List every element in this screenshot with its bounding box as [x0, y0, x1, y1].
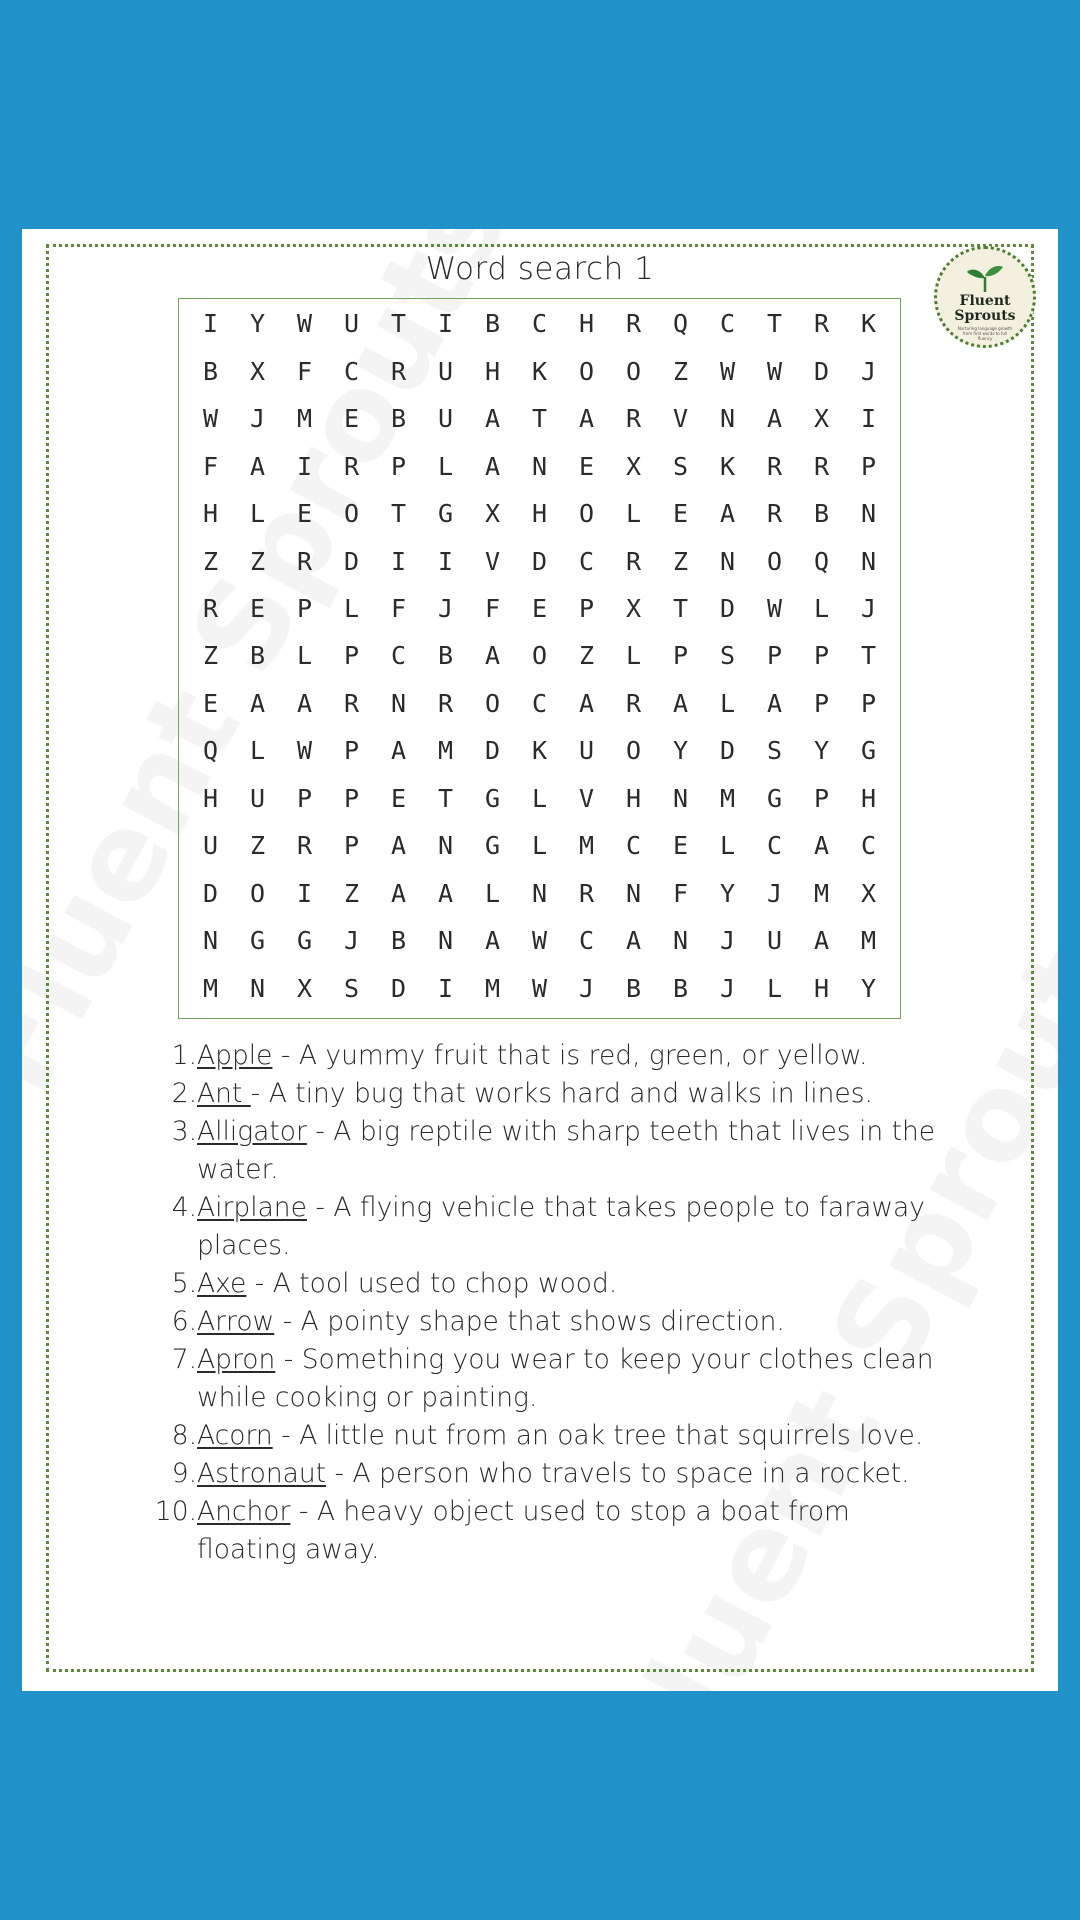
grid-letter: J [578, 973, 595, 1003]
clue-number: 7. [171, 1344, 197, 1375]
grid-letter: C [625, 831, 642, 861]
grid-letter: X [813, 404, 830, 434]
clue-definition: Something you wear to keep your clothes clean while cooking or painting. [197, 1344, 934, 1413]
grid-letter: O [249, 878, 266, 908]
grid-letter: Y [249, 309, 266, 339]
clue-list [22, 1037, 1058, 1569]
grid-letter: R [625, 309, 642, 339]
grid-letter: P [296, 594, 313, 624]
grid-letter: P [766, 641, 783, 671]
grid-letter: K [860, 309, 877, 339]
clue-item [22, 1455, 942, 1493]
fluent-sprouts-logo [934, 246, 1036, 348]
grid-letter: D [719, 736, 736, 766]
grid-letter: R [296, 831, 313, 861]
grid-letter: Z [672, 356, 689, 386]
clue-item [22, 1113, 942, 1189]
grid-letter: N [249, 973, 266, 1003]
clue-word: Anchor [197, 1496, 291, 1527]
grid-letter: I [202, 309, 219, 339]
clue-separator: - [306, 1192, 334, 1223]
grid-letter: S [672, 451, 689, 481]
grid-letter: O [578, 499, 595, 529]
grid-letter: M [578, 831, 595, 861]
grid-letter: U [437, 356, 454, 386]
grid-letter: A [484, 451, 501, 481]
grid-letter: F [484, 594, 501, 624]
grid-letter: A [296, 688, 313, 718]
grid-letter: N [860, 546, 877, 576]
grid-letter: I [437, 973, 454, 1003]
grid-letter: E [578, 451, 595, 481]
grid-letter: N [860, 499, 877, 529]
grid-letter: P [813, 688, 830, 718]
grid-letter: N [625, 878, 642, 908]
grid-letter: L [766, 973, 783, 1003]
grid-letter: Z [343, 878, 360, 908]
grid-letter: R [625, 404, 642, 434]
grid-letter: N [437, 831, 454, 861]
grid-letter: T [390, 499, 407, 529]
grid-letter: R [202, 594, 219, 624]
grid-letter: A [390, 831, 407, 861]
grid-letter: X [296, 973, 313, 1003]
sprout-icon [965, 263, 1005, 293]
clue-separator: - [275, 1344, 302, 1375]
grid-letter: N [390, 688, 407, 718]
grid-letter: W [296, 309, 313, 339]
clue-definition: A yummy fruit that is red, green, or yellow. [298, 1040, 868, 1071]
grid-letter: Y [719, 878, 736, 908]
word-search-grid [178, 298, 901, 1019]
grid-letter: P [390, 451, 407, 481]
grid-letter: H [860, 783, 877, 813]
grid-letter: E [202, 688, 219, 718]
grid-letter: L [531, 783, 548, 813]
grid-letter: R [343, 451, 360, 481]
grid-letter: G [484, 783, 501, 813]
grid-letter: R [437, 688, 454, 718]
grid-letter: G [484, 831, 501, 861]
grid-letter: R [625, 546, 642, 576]
grid-letter: N [437, 926, 454, 956]
clue-number: 4. [171, 1192, 197, 1223]
clue-word: Airplane [197, 1192, 307, 1223]
logo-name-line2: Sprouts [954, 308, 1016, 324]
grid-letter: D [343, 546, 360, 576]
clue-separator: - [272, 1040, 299, 1071]
grid-letter: O [625, 356, 642, 386]
grid-letter: B [672, 973, 689, 1003]
grid-letter: E [343, 404, 360, 434]
grid-letter: O [484, 688, 501, 718]
grid-letter: H [202, 783, 219, 813]
grid-letter: V [484, 546, 501, 576]
clue-number: 9. [171, 1458, 197, 1489]
page-title: Word search 1 [425, 251, 655, 287]
grid-letter: X [860, 878, 877, 908]
grid-letter: T [766, 309, 783, 339]
grid-letter: M [813, 878, 830, 908]
grid-letter: L [249, 499, 266, 529]
grid-letter: U [202, 831, 219, 861]
grid-letter: R [766, 499, 783, 529]
grid-letter: Y [813, 736, 830, 766]
clue-number: 1. [171, 1040, 197, 1071]
grid-letter: D [813, 356, 830, 386]
grid-letter: L [249, 736, 266, 766]
grid-letter: P [296, 783, 313, 813]
clue-separator: - [306, 1116, 334, 1147]
grid-letter: D [484, 736, 501, 766]
grid-letter: A [578, 688, 595, 718]
grid-letter: H [813, 973, 830, 1003]
grid-letter: A [437, 878, 454, 908]
grid-letter: I [296, 451, 313, 481]
clue-word: Acorn [197, 1420, 273, 1451]
clue-number: 3. [171, 1116, 197, 1147]
grid-letter: L [484, 878, 501, 908]
clue-separator: - [290, 1496, 317, 1527]
grid-letter: A [390, 878, 407, 908]
grid-letter: A [766, 688, 783, 718]
grid-letter: U [249, 783, 266, 813]
grid-letter: I [437, 309, 454, 339]
clue-definition: A heavy object used to stop a boat from floating away. [197, 1496, 850, 1565]
grid-letter: H [484, 356, 501, 386]
grid-letter: A [249, 688, 266, 718]
grid-letter: R [296, 546, 313, 576]
grid-letter: N [531, 451, 548, 481]
grid-letter: Q [813, 546, 830, 576]
grid-letter: A [625, 926, 642, 956]
grid-letter: V [672, 404, 689, 434]
grid-letter: D [390, 973, 407, 1003]
grid-letter: E [390, 783, 407, 813]
grid-letter: B [390, 926, 407, 956]
grid-letter: T [390, 309, 407, 339]
clue-separator: - [274, 1306, 301, 1337]
clue-definition: A flying vehicle that takes people to faraway places. [197, 1192, 925, 1261]
grid-letter: O [531, 641, 548, 671]
grid-letter: Y [860, 973, 877, 1003]
clue-definition: A tiny bug that works hard and walks in lines. [268, 1078, 873, 1109]
grid-letter: G [249, 926, 266, 956]
grid-letter: C [766, 831, 783, 861]
grid-letter: L [531, 831, 548, 861]
grid-letter: G [437, 499, 454, 529]
grid-letter: L [625, 641, 642, 671]
clue-word: Axe [197, 1268, 247, 1299]
grid-letter: M [437, 736, 454, 766]
clue-number: 8. [171, 1420, 197, 1451]
grid-letter: L [296, 641, 313, 671]
grid-letter: Z [202, 546, 219, 576]
logo-name-line1: Fluent [959, 293, 1011, 309]
grid-letter: R [625, 688, 642, 718]
grid-letter: H [578, 309, 595, 339]
grid-letter: T [531, 404, 548, 434]
grid-letter: H [531, 499, 548, 529]
grid-letter: O [578, 356, 595, 386]
grid-letter: I [860, 404, 877, 434]
grid-letter: A [249, 451, 266, 481]
grid-letter: S [719, 641, 736, 671]
grid-letter: P [343, 736, 360, 766]
grid-letter: C [390, 641, 407, 671]
clue-word: Apple [197, 1040, 273, 1071]
grid-letter: A [484, 404, 501, 434]
clue-separator: - [326, 1458, 353, 1489]
grid-letter: R [578, 878, 595, 908]
grid-letter: I [390, 546, 407, 576]
clue-word: Ant [197, 1078, 251, 1109]
grid-letter: N [531, 878, 548, 908]
grid-letter: E [249, 594, 266, 624]
clue-word: Arrow [197, 1306, 275, 1337]
grid-letter: D [202, 878, 219, 908]
grid-letter: D [531, 546, 548, 576]
grid-letter: Z [672, 546, 689, 576]
grid-letter: L [719, 831, 736, 861]
grid-letter: W [766, 594, 783, 624]
grid-letter: P [343, 783, 360, 813]
grid-letter: B [202, 356, 219, 386]
grid-letter: L [437, 451, 454, 481]
grid-letter: F [296, 356, 313, 386]
grid-letter: O [343, 499, 360, 529]
logo-tagline: Nurturing language growth from first words to full fluency [957, 326, 1013, 341]
grid-letter: C [578, 926, 595, 956]
grid-letter: J [860, 594, 877, 624]
grid-letter: K [719, 451, 736, 481]
grid-letter: U [578, 736, 595, 766]
clue-number: 2. [171, 1078, 197, 1109]
grid-letter: T [437, 783, 454, 813]
grid-letter: I [296, 878, 313, 908]
grid-letter: A [484, 641, 501, 671]
grid-letter: R [343, 688, 360, 718]
grid-letter: B [390, 404, 407, 434]
grid-letter: A [672, 688, 689, 718]
grid-letter: C [578, 546, 595, 576]
clue-number: 6. [171, 1306, 197, 1337]
grid-letter: R [813, 451, 830, 481]
grid-letter: C [719, 309, 736, 339]
grid-letter: N [672, 926, 689, 956]
grid-letter: S [343, 973, 360, 1003]
grid-letter: M [202, 973, 219, 1003]
grid-letter: W [719, 356, 736, 386]
grid-letter: W [296, 736, 313, 766]
grid-letter: P [343, 641, 360, 671]
grid-letter: A [578, 404, 595, 434]
clue-item [22, 1037, 942, 1075]
grid-letter: C [531, 309, 548, 339]
grid-letter: B [249, 641, 266, 671]
grid-letter: L [625, 499, 642, 529]
grid-letter: I [437, 546, 454, 576]
grid-letter: M [296, 404, 313, 434]
grid-letter: J [249, 404, 266, 434]
grid-letter: R [390, 356, 407, 386]
grid-letter: Z [249, 546, 266, 576]
grid-letter: X [484, 499, 501, 529]
grid-letter: A [813, 926, 830, 956]
grid-letter: W [531, 926, 548, 956]
grid-letter: C [343, 356, 360, 386]
clue-separator: - [250, 1078, 269, 1109]
grid-letter: O [766, 546, 783, 576]
grid-letter: C [860, 831, 877, 861]
clue-item [22, 1265, 942, 1303]
grid-letter: U [766, 926, 783, 956]
grid-letter: N [719, 546, 736, 576]
grid-letter: N [672, 783, 689, 813]
clue-item [22, 1189, 942, 1265]
grid-letter: G [860, 736, 877, 766]
clue-item [22, 1075, 942, 1113]
grid-letter: Q [202, 736, 219, 766]
grid-letter: P [343, 831, 360, 861]
grid-letter: H [202, 499, 219, 529]
grid-letter: B [813, 499, 830, 529]
clue-number: 5. [171, 1268, 197, 1299]
grid-letter: N [719, 404, 736, 434]
grid-letter: E [672, 499, 689, 529]
grid-letter: W [531, 973, 548, 1003]
grid-letter: L [343, 594, 360, 624]
grid-letter: T [860, 641, 877, 671]
grid-letter: B [484, 309, 501, 339]
clue-separator: - [272, 1420, 300, 1451]
grid-letter: P [860, 451, 877, 481]
grid-letter: C [531, 688, 548, 718]
clue-word: Apron [197, 1344, 276, 1375]
grid-letter: G [296, 926, 313, 956]
grid-letter: P [813, 783, 830, 813]
grid-letter: K [531, 356, 548, 386]
grid-letter: A [719, 499, 736, 529]
grid-letter: P [578, 594, 595, 624]
grid-letter: A [390, 736, 407, 766]
grid-letter: J [719, 926, 736, 956]
grid-letter: P [672, 641, 689, 671]
clue-definition: A tool used to chop wood. [272, 1268, 618, 1299]
grid-letter: Z [578, 641, 595, 671]
grid-letter: E [672, 831, 689, 861]
grid-letter: R [766, 451, 783, 481]
grid-letter: Z [202, 641, 219, 671]
clue-separator: - [246, 1268, 273, 1299]
clue-definition: A pointy shape that shows direction. [300, 1306, 785, 1337]
grid-letter: G [766, 783, 783, 813]
grid-letter: M [860, 926, 877, 956]
grid-letter: S [766, 736, 783, 766]
grid-letter: Y [672, 736, 689, 766]
grid-letter: J [860, 356, 877, 386]
grid-letter: X [625, 594, 642, 624]
grid-letter: J [766, 878, 783, 908]
clue-word: Astronaut [197, 1458, 327, 1489]
grid-letter: B [625, 973, 642, 1003]
grid-letter: Z [249, 831, 266, 861]
grid-letter: M [484, 973, 501, 1003]
clue-number: 10. [154, 1496, 197, 1527]
clue-item [22, 1341, 942, 1417]
letter-grid [179, 299, 900, 1018]
grid-letter: J [343, 926, 360, 956]
clue-item [22, 1303, 942, 1341]
clue-definition: A little nut from an oak tree that squirrels love. [299, 1420, 924, 1451]
clue-item [22, 1417, 942, 1455]
grid-letter: W [202, 404, 219, 434]
grid-letter: U [437, 404, 454, 434]
grid-letter: X [625, 451, 642, 481]
grid-letter: F [672, 878, 689, 908]
worksheet-page [22, 229, 1058, 1691]
grid-letter: O [625, 736, 642, 766]
grid-letter: J [719, 973, 736, 1003]
grid-letter: P [813, 641, 830, 671]
grid-letter: X [249, 356, 266, 386]
grid-letter: E [531, 594, 548, 624]
grid-letter: R [813, 309, 830, 339]
grid-letter: L [719, 688, 736, 718]
grid-letter: K [531, 736, 548, 766]
grid-letter: L [813, 594, 830, 624]
grid-letter: N [202, 926, 219, 956]
grid-letter: A [484, 926, 501, 956]
grid-letter: A [813, 831, 830, 861]
grid-letter: E [296, 499, 313, 529]
grid-letter: W [766, 356, 783, 386]
grid-letter: Q [672, 309, 689, 339]
clue-word: Alligator [197, 1116, 307, 1147]
grid-letter: M [719, 783, 736, 813]
grid-letter: T [672, 594, 689, 624]
clue-definition: A big reptile with sharp teeth that lives in the water. [197, 1116, 936, 1185]
grid-letter: F [390, 594, 407, 624]
grid-letter: V [578, 783, 595, 813]
clue-item [22, 1493, 942, 1569]
grid-letter: D [719, 594, 736, 624]
grid-letter: P [860, 688, 877, 718]
clue-definition: A person who travels to space in a rocket. [352, 1458, 910, 1489]
grid-letter: F [202, 451, 219, 481]
grid-letter: B [437, 641, 454, 671]
grid-letter: H [625, 783, 642, 813]
grid-letter: A [766, 404, 783, 434]
grid-letter: U [343, 309, 360, 339]
grid-letter: J [437, 594, 454, 624]
